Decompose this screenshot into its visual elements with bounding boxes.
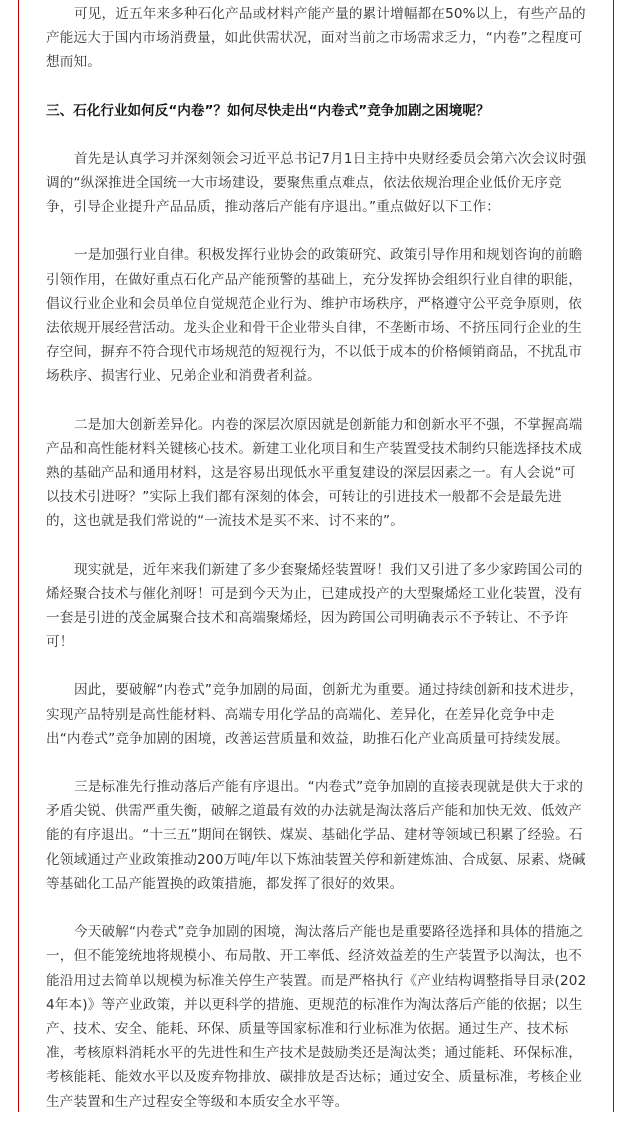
paragraph-polyolefin-reality: 现实就是，近年来我们新建了多少套聚烯烃装置呀！我们又引进了多少家跨国公司的烯烃聚合技术与催化剂呀！可是到今天为止，已建成投产的大型聚烯烃工业化装置，没有一套是引进的茂金属聚合技术和高端聚烯烃，因为跨国公司明确表示不予转让、不予许可！: [46, 561, 583, 651]
paragraph-industry-self-discipline: 一是加强行业自律。积极发挥行业协会的政策研究、政策引导作用和规划咨询的前瞻引领作用，在做好重点石化产品产能预警的基础上，充分发挥协会组织行业自律的职能，倡议行业企业和会员单位自觉规范企业行为、维护市场秩序，严格遵守公平竞争原则，依法依规开展经营活动。龙头企业和骨干企业带头自律，不垄断市场、不挤压同行企业的生存空间，摒弃不符合现代市场规范的短视行为，不以低于成本的价格倾销商品，不扰乱市场秩序、损害行业、兄弟企业和消费者利益。: [46, 247, 583, 385]
paragraph-innovation-importance: 因此，要破解“内卷式”竞争加剧的局面，创新尤为重要。通过持续创新和技术进步，实现产品特别是高性能材料、高端专用化学品的高端化、差异化，在差异化竞争中走出“内卷式”竞争加剧的困境，改善运营质量和效益，助推石化产业高质量可持续发展。: [46, 682, 584, 747]
paragraph-unified-market: 首先是认真学习并深刻领会习近平总书记7月1日主持中央财经委员会第六次会议时强调的“纵深推进全国统一大市场建设，要聚焦重点难点，依法依规治理企业低价无序竞争，引导企业提升产品品质，推动落后产能有序退出。”重点做好以下工作：: [46, 150, 587, 216]
article-body: [46, 2, 588, 1138]
paragraph-supply-overview: 可见，近五年来多种石化产品或材料产能产量的累计增幅都在50%以上，有些产品的产能远大于国内市场消费量，如此供需状况，面对当前之市场需求乏力，“内卷”之程度可想而知。: [46, 6, 586, 71]
section-heading-three: 三、石化行业如何反“内卷”？如何尽快走出“内卷式”竞争加剧之困境呢？: [46, 102, 490, 119]
paragraph-standards-first: 三是标准先行推动落后产能有序退出。“内卷式”竞争加剧的直接表现就是供大于求的矛盾尖锐、供需严重失衡，破解之道最有效的办法就是淘汰落后产能和加快无效、低效产能的有序退出。“十三五”期间在钢铁、煤炭、基础化学品、建材等领域已积累了经验。石化领域通过产业政策推动200万吨/年以下炼油装置关停和新建炼油、合成氨、尿素、烧碱等基础化工品产能置换的政策措施，都发挥了很好的效果。: [46, 779, 586, 892]
paragraph-innovation-differentiation: 二是加大创新差异化。内卷的深层次原因就是创新能力和创新水平不强，不掌握高端产品和高性能材料关键核心技术。新建工业化项目和生产装置受技术制约只能选择技术成熟的基础产品和通用材料，这是容易出现低水平重复建设的深层因素之一。有人会说“可以技术引进呀？”实际上我们都有深刻的体会，可转让的引进技术一般都不会是最先进的，这也就是我们常说的“一流技术是买不来、讨不来的”。: [46, 416, 583, 530]
paragraph-eliminate-backward-capacity: 今天破解“内卷式”竞争加剧的困境，淘汰落后产能也是重要路径选择和具体的措施之一，但不能笼统地将规模小、布局散、开工率低、经济效益差的生产装置予以淘汰，也不能沿用过去简单以规模为标准关停生产装置。而是严格执行《产业结构调整指导目录(2024年本)》等产业政策，并以更科学的措施、更规范的标准作为淘汰落后产能的依据；以生产、技术、安全、能耗、环保、质量等国家标准和行业标准为依据。通过生产、技术标准，考核原料消耗水平的先进性和生产技术是鼓励类还是淘汰类；通过能耗、环保标准，考核能耗、能效水平以及废弃物排放、碳排放是否达标；通过安全、质量标准，考核企业生产装置和生产过程安全等级和本质安全水平等。: [46, 924, 587, 1110]
